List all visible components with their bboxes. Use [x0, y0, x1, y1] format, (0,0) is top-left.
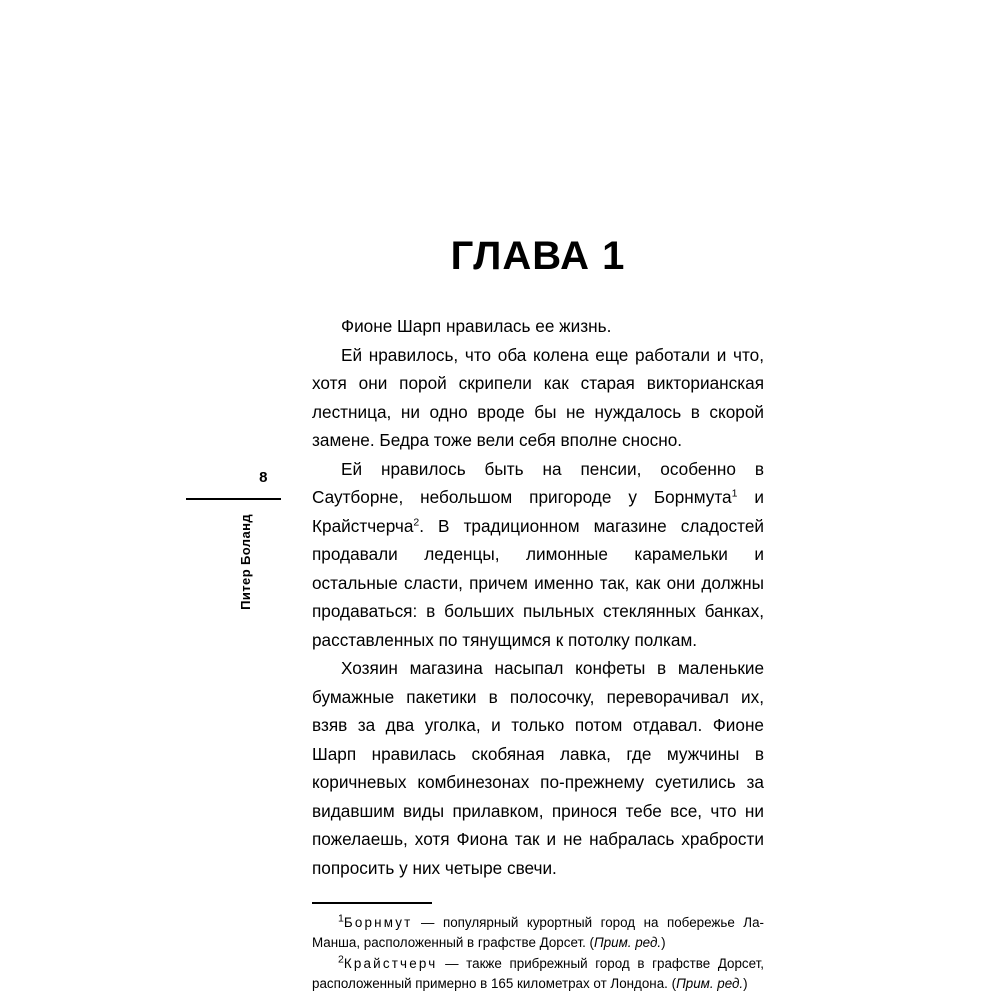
margin-divider: [186, 498, 281, 500]
paragraph-4: Хозяин магазина насыпал конфеты в маленькие бумажные пакетики в полосочку, переворачивал их, взяв за два уголка, и только потом отдавал. Фионе Шарп нравилась скобяная лавка, где мужчины в коричневых комбинезонах по-прежнему суетились за видавшим виды прилавком, принося тебе все, что ни пожелаешь, хотя Фиона так и не набралась храбрости попросить у них четыре свечи.: [312, 658, 764, 878]
footnote-ref-1[interactable]: 1: [731, 487, 738, 500]
paragraph-3-part-a: Ей нравилось быть на пенсии, особенно в Саутборне, небольшом пригороде у Борнмута: [312, 458, 764, 507]
footnote-divider: [312, 902, 432, 904]
footnote-1: [312, 913, 764, 954]
footnote-2-term: Крайстчерч: [343, 955, 438, 971]
paragraph-3-part-b: и Крайстчерча: [312, 487, 764, 536]
text-column: [312, 236, 764, 995]
footnote-2-note: Прим. ред.: [676, 976, 744, 991]
footnote-ref-2[interactable]: 2: [413, 515, 420, 528]
paragraph-2: Ей нравилось, что оба колена еще работали и что, хотя они порой скрипели как старая викторианская лестница, ни одно вроде бы не нуждалось в скорой замене. Бедра тоже вели себя вполне сносно.: [312, 344, 764, 450]
footnote-1-text: — популярный курортный город на побережье Ла-Манша, расположенный в графстве Дорсет. (: [312, 914, 764, 950]
page-margin-block: [186, 470, 286, 610]
chapter-title: ГЛАВА 1: [450, 234, 626, 278]
footnote-1-marker: 1: [338, 912, 344, 925]
footnote-2-tail: ): [743, 976, 748, 991]
footnote-1-note: Прим. ред.: [594, 935, 662, 950]
paragraph-1: Фионе Шарп нравилась ее жизнь.: [341, 316, 612, 336]
running-author: Питер Боланд: [238, 514, 253, 610]
footnote-1-tail: ): [661, 935, 666, 950]
footnote-2-marker: 2: [338, 953, 344, 966]
footnote-1-term: Борнмут: [343, 914, 413, 930]
paragraph-3-part-c: . В традиционном магазине сладостей продавали леденцы, лимонные карамельки и остальные сласти, причем именно так, как они должны продаваться: в больших пыльных стеклянных банках, расставленных по тянущимся к потолку полкам.: [312, 515, 764, 650]
paragraph-3: [312, 455, 764, 655]
footnote-2-text: — также прибрежный город в графстве Дорсет, расположенный примерно в 165 километрах от Лондона. (: [312, 955, 764, 991]
page-number: 8: [259, 469, 268, 486]
footnote-2: [312, 954, 764, 995]
